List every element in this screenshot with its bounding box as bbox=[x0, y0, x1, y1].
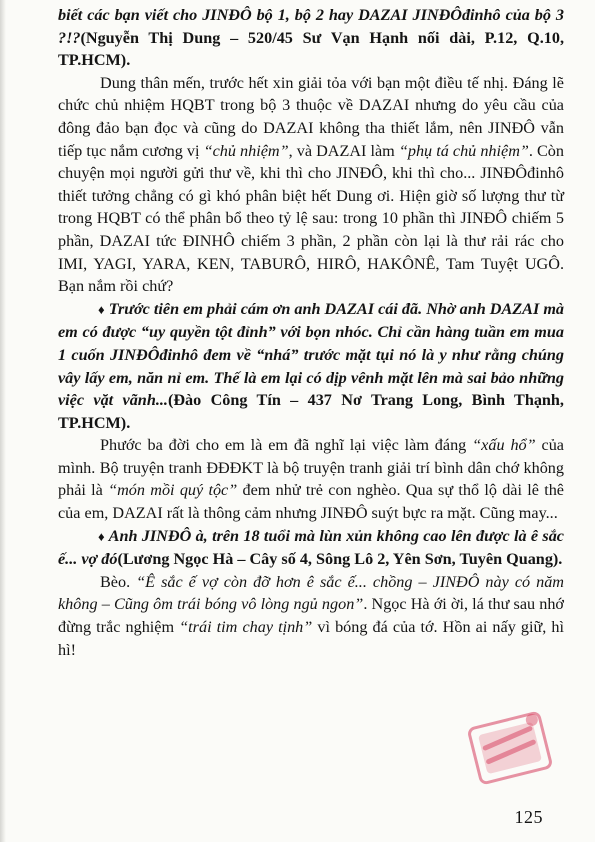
letter-1-reply bbox=[58, 72, 564, 298]
reply-text: Dung thân mến, trước hết xin giải tỏa với bạn một điều tế nhị. Đáng lẽ chức chủ nhiệm HQBT trong bộ 3 thuộc về DAZAI nhưng do yêu cầu của đông đảo bạn đọc và cũng do DAZAI không tha thiết lắm, nên JINĐÔ vẫn tiếp tục nắm cương vị bbox=[58, 73, 564, 160]
sender-info: (Nguyễn Thị Dung – 520/45 Sư Vạn Hạnh nối dài, P.12, Q.10, TP.HCM). bbox=[58, 28, 564, 70]
letter-3-question bbox=[58, 525, 564, 571]
reply-text: của mình. Bộ truyện tranh ĐĐĐKT là bộ truyện tranh giải trí bình dân chớ không phải là bbox=[58, 436, 564, 500]
letter-3-reply bbox=[58, 571, 564, 661]
reply-text: đem nhử trẻ con nghèo. Qua sự thổ lộ dài lê thê của em, DAZAI rất là thông cảm nhưng JINĐÔ suýt bực ra mặt. Cũng may... bbox=[58, 481, 564, 523]
reply-emphasis: “xấu hổ” bbox=[472, 436, 536, 455]
sender-info: (Đào Công Tín – 437 Nơ Trang Long, Bình Thạnh, TP.HCM). bbox=[58, 391, 564, 432]
reply-emphasis: “Ê sắc ế vợ còn đỡ hơn ê sắc ế... chồng – JINĐÔ này có năm không – Cũng ôm trái bóng vô lòng ngủ ngon” bbox=[58, 572, 564, 614]
reply-emphasis: “phụ tá chủ nhiệm” bbox=[398, 141, 529, 160]
scan-shadow bbox=[0, 0, 6, 842]
reply-emphasis: “chủ nhiệm” bbox=[203, 141, 289, 160]
page-body bbox=[58, 4, 564, 661]
question-text: biết các bạn viết cho JINĐÔ bộ 1, bộ 2 hay DAZAI JINĐÔđinhô của bộ 3 ?!? bbox=[58, 6, 564, 47]
reply-text: Bèo. bbox=[100, 572, 137, 591]
diamond-bullet-icon: ♦ bbox=[98, 528, 105, 544]
diamond-bullet-icon: ♦ bbox=[98, 301, 105, 317]
letter-1-question bbox=[58, 4, 564, 72]
page-number: 125 bbox=[514, 807, 543, 827]
reply-text: , và DAZAI làm bbox=[288, 141, 399, 160]
reply-text: . Ngọc Hà ới ời, lá thư sau nhớ đừng trắc nghiệm bbox=[58, 595, 564, 637]
reply-text: . Còn chuyện mọi người gửi thư về, khi thì cho JINĐÔ, khi thì cho... JINĐÔđinhô thiết tưởng chẳng có gì khó phân biệt hết Dung ơi. Hiện giờ số lượng thư từ trong HQBT có thể phân bổ theo tỷ lệ sau: trong 10 phần thì JINĐÔ chiếm 5 phần, DAZAI tức ĐINHÔ chiếm 3 phần, 2 phần còn lại là thư rải rác cho IMI, YAGI, YARA, KEN, TABURÔ, HIRÔ, HAKÔNÊ, Tam Tuyệt UGÔ. Bạn nắm rồi chứ? bbox=[58, 141, 564, 296]
sender-info: (Lương Ngọc Hà – Cây số 4, Sông Lô 2, Yên Sơn, Tuyên Quang). bbox=[117, 550, 563, 569]
question-text: Anh JINĐÔ à, trên 18 tuổi mà lùn xủn không cao lên được là ê sắc ế... vợ đó bbox=[58, 526, 564, 569]
reply-text: Phước ba đời cho em là em đã nghĩ lại việc làm đáng bbox=[100, 436, 473, 455]
letter-2-question bbox=[58, 298, 564, 435]
question-text: Trước tiên em phải cám ơn anh DAZAI cái đã. Nhờ anh DAZAI mà em có được “uy quyền tột đỉnh” với bọn nhóc. Chỉ cần hàng tuần em mua 1 cuốn JINĐÔđinhô đem về “nhá” trước mặt tụi nó là y như rằng chúng vây lấy em, năn nỉ em. Thế là em lại có dịp vênh mặt lên mà sai bảo những việc vặt vãnh... bbox=[58, 299, 565, 410]
reply-emphasis: “món mồi quý tộc” bbox=[108, 481, 238, 500]
reply-emphasis: “trái tim chay tịnh” bbox=[179, 618, 313, 637]
letter-2-reply bbox=[58, 434, 564, 524]
reply-text: vì bóng đá của tớ. Hồn ai nấy giữ, hì hì! bbox=[58, 618, 564, 659]
scanner-watermark-stamp bbox=[461, 703, 560, 793]
